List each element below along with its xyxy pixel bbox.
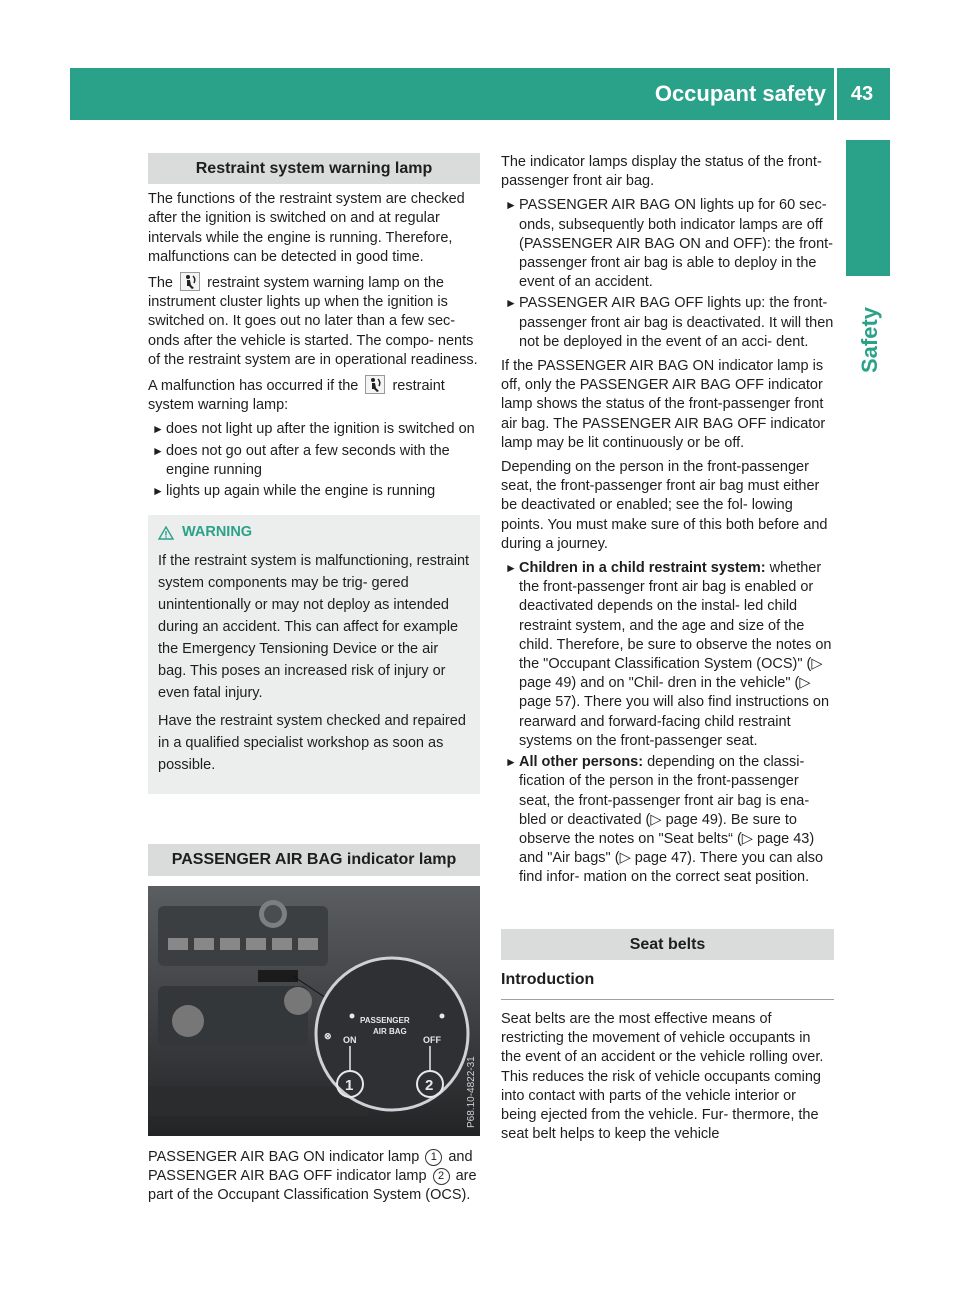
svg-text:⊗: ⊗ xyxy=(324,1030,332,1041)
photo-label-off: OFF xyxy=(423,1034,441,1045)
text: restraint system warning lamp: xyxy=(148,378,445,414)
paragraph xyxy=(148,272,480,370)
photo-reference: P68.10-4822-31 xyxy=(466,1055,477,1128)
list-item: ► PASSENGER AIR BAG OFF lights up: the front- passenger front air bag is deactivated. It will then not be deployed in the event of an acci- dent. xyxy=(505,295,834,350)
side-tab-label: Safety xyxy=(857,306,882,374)
list-item: ► All other persons: depending on the classi- fication of the person in the front-passenger seat, the front-passenger front air bag is ena- bled or deactivated (▷ page 49). Be sure to observe the notes on "Seat belts“ (▷ page 43) and "Air bags" (▷ page 47). There you can also find infor- mation on the correct seat position. xyxy=(505,754,824,886)
text: restraint system warning lamp on the instrument cluster lights up when the ignition is switched on. It goes out no later than a few sec- onds after the vehicle is started. The compo- nents of the restraint system are in operational readiness. xyxy=(148,275,478,368)
side-tab-marker xyxy=(846,140,890,276)
warning-box xyxy=(148,515,480,794)
page-section-title: Occupant safety xyxy=(654,81,826,106)
photo-callout-1: 1 xyxy=(345,1076,354,1094)
dashboard-photo xyxy=(148,886,480,1136)
airbag-person-icon xyxy=(365,375,385,394)
text: PASSENGER AIR BAG ON indicator lamp xyxy=(148,1148,420,1165)
photo-caption xyxy=(148,1148,480,1206)
paragraph xyxy=(148,375,480,415)
paragraph: The indicator lamps display the status of the front-passenger front air bag. xyxy=(501,154,822,190)
bullet-list xyxy=(501,196,834,352)
warning-title xyxy=(158,523,470,542)
photo-label-on: ON xyxy=(343,1034,357,1045)
list-item: ► Children in a child restraint system: whether the front-passenger front air bag is enabled or deactivated depends on the instal- led child restraint system, and the age and size of the child. Therefore, be sure to observe the notes on the "Occupant Classification System (OCS)" (▷ page 49) and on "Chil- dren in the vehicle" (▷ page 57). There you will also find instructions on rearward and forward-facing child restraint systems on the front-passenger seat. xyxy=(505,560,832,749)
section-heading-restraint: Restraint system warning lamp xyxy=(148,153,480,184)
warning-triangle-icon xyxy=(158,526,174,540)
list-item-text: does not go out after a few seconds with the engine running xyxy=(166,442,450,478)
photo-panel-text: AIR BAG xyxy=(373,1026,407,1036)
list-item-text: PASSENGER AIR BAG ON lights up for 60 sec- onds, subsequently both indicator lamps are off (PASSENGER AIR BAG ON and OFF): the front-passenger front air bag is able to deploy in the event of an accident. xyxy=(519,197,833,291)
list-item: ► does not light up after the ignition is switched on xyxy=(152,421,475,438)
list-item-bold: All other persons: xyxy=(519,754,644,771)
list-item-text: does not light up after the ignition is switched on xyxy=(166,421,475,438)
list-item-text: PASSENGER AIR BAG OFF lights up: the front- passenger front air bag is deactivated. It will then not be deployed in the event of an acci- dent. xyxy=(519,295,834,350)
subheading-introduction: Introduction xyxy=(501,966,834,1000)
section-heading-seat-belts: Seat belts xyxy=(501,929,834,960)
photo-callout-2: 2 xyxy=(425,1076,434,1094)
side-tab xyxy=(850,280,890,400)
list-item-bold: Children in a child restraint system: xyxy=(519,560,766,577)
warning-title-text: WARNING xyxy=(182,524,253,541)
left-column xyxy=(148,153,480,1210)
bullet-list xyxy=(501,559,834,887)
right-column xyxy=(501,153,834,1149)
paragraph: Seat belts are the most effective means of restricting the movement of vehicle occupants in the event of an accident or the vehicle rolling over. This reduces the risk of vehicle occupants coming into contact with parts of the vehicle interior or being ejected from the vehicle. Fur- thermore, the seat belt helps to keep the vehicle xyxy=(501,1010,824,1143)
airbag-person-icon xyxy=(180,272,200,291)
list-item-text: lights up again while the engine is running xyxy=(166,483,436,500)
list-item: ► PASSENGER AIR BAG ON lights up for 60 sec- onds, subsequently both indicator lamps are off (PASSENGER AIR BAG ON and OFF): the front-passenger front air bag is able to deploy in the event of an accident. xyxy=(505,197,833,291)
paragraph: The functions of the restraint system are checked after the ignition is switched on and at regular intervals while the engine is running. Therefore, malfunctions can be detected in good time. xyxy=(148,191,465,265)
section-heading-airbag-lamp: PASSENGER AIR BAG indicator lamp xyxy=(148,844,480,875)
header-divider xyxy=(834,68,837,120)
warning-paragraph: Have the restraint system checked and repaired in a qualified specialist workshop as soon as possible. xyxy=(158,713,466,774)
page-number: 43 xyxy=(850,83,874,105)
text: and PASSENGER AIR BAG OFF indicator lamp xyxy=(148,1148,473,1184)
list-item-text: depending on the classi- fication of the person in the front-passenger seat, the front-passenger front air bag is ena- bled or deactivated (▷ page 49). Be sure to observe the notes on "Seat belts“ (▷ page 43) and "Air bags" (▷ page 47). There you can also find infor- mation on the correct seat position. xyxy=(519,754,824,886)
bullet-list xyxy=(148,420,480,501)
callout-2: 2 xyxy=(433,1168,450,1185)
text: are part of the Occupant Classification System (OCS). xyxy=(148,1167,477,1204)
text: The xyxy=(148,275,173,292)
warning-paragraph: If the restraint system is malfunctioning, restraint system components may be trig- gered unintentionally or may not deploy as intended during an accident. This can affect for example the Emergency Tensioning Device or the air bag. This poses an increased risk of injury or even fatal injury. xyxy=(158,553,470,702)
text: A malfunction has occurred if the xyxy=(148,378,359,395)
photo-panel-text: PASSENGER xyxy=(360,1015,410,1025)
list-item-text: whether the front-passenger front air bag is enabled or deactivated depends on the instal- led child restraint system, and the age and size of the child. Therefore, be sure to observe the notes on the "Occupant Classification System (OCS)" (▷ page 49) and on "Chil- dren in the vehicle" (▷ page 57). There you will also find instructions on rearward and forward-facing child restraint systems on the front-passenger seat. xyxy=(519,560,832,749)
list-item: ► does not go out after a few seconds with the engine running xyxy=(152,442,450,478)
callout-1: 1 xyxy=(425,1149,442,1166)
list-item: ► lights up again while the engine is running xyxy=(152,483,436,500)
paragraph: If the PASSENGER AIR BAG ON indicator lamp is off, only the PASSENGER AIR BAG OFF indicator lamp shows the status of the front-passenger front air bag. The PASSENGER AIR BAG OFF indicator lamp may be lit continuously or be off. xyxy=(501,358,826,451)
paragraph: Depending on the person in the front-passenger seat, the front-passenger front air bag must either be deactivated or enabled; see the fol- lowing points. You must make sure of this both before and during a journey. xyxy=(501,459,828,552)
